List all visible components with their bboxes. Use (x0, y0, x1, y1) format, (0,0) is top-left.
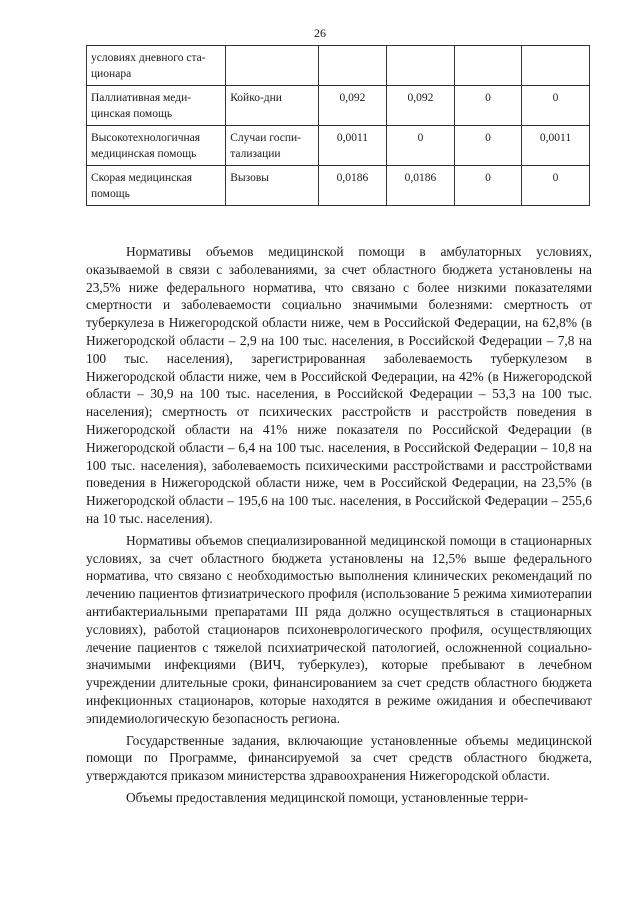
table-cell-value: 0,0011 (318, 126, 386, 166)
table-cell-value (386, 46, 454, 86)
table-cell-unit: Вызовы (226, 166, 319, 206)
table-cell-value: 0 (386, 126, 454, 166)
table-cell-unit (226, 46, 319, 86)
page-number: 26 (314, 26, 326, 40)
table-cell-name: Скорая медицинская помощь (87, 166, 226, 206)
table-cell-unit: Случаи госпи- тализации (226, 126, 319, 166)
table-cell-value: 0 (522, 86, 590, 126)
table-cell-value: 0,092 (318, 86, 386, 126)
table-body (87, 46, 590, 206)
table-cell-value: 0,0186 (318, 166, 386, 206)
medical-volume-table (86, 45, 590, 206)
table-cell-value (522, 46, 590, 86)
table-cell-value: 0,092 (386, 86, 454, 126)
table-row (87, 166, 590, 206)
table-cell-value (454, 46, 521, 86)
paragraph: Государственные задания, включающие установленные объемы медицинской помощи по Программе, финансируемой за счет средств областного бюджета, утверждаются приказом министерства здравоохранения Нижегородской области. (86, 732, 592, 784)
table-cell-unit: Койко-дни (226, 86, 319, 126)
table-cell-name: условиях дневного ста- ционара (87, 46, 226, 86)
table-row (87, 126, 590, 166)
table-cell-value (318, 46, 386, 86)
table-cell-value: 0 (522, 166, 590, 206)
table-cell-value: 0 (454, 166, 521, 206)
table-row (87, 86, 590, 126)
table-cell-value: 0,0186 (386, 166, 454, 206)
table-cell-name: Паллиативная меди- цинская помощь (87, 86, 226, 126)
table-cell-name: Высокотехнологичная медицинская помощь (87, 126, 226, 166)
body-text (86, 243, 592, 811)
table-cell-value: 0 (454, 86, 521, 126)
paragraph: Нормативы объемов медицинской помощи в амбулаторных условиях, оказываемой в связи с заболеваниями, за счет областного бюджета установлены на 23,5% ниже федерального норматива, что связано с более низкими показателями смертности и заболеваемости социально значимыми болезнями: смертность от туберкулеза в Нижегородской области ниже, чем в Российской Федерации, на 62,8% (в Нижегородской области – 2,9 на 100 тыс. населения, в Российской Федерации – 7,8 на 100 тыс. населения), зарегистрированная заболеваемость туберкулезом в Нижегородской области ниже, чем в Российской Федерации, на 42% (в Нижегородской области – 30,9 на 100 тыс. населения, в Российской Федерации – 53,3 на 100 тыс. населения); смертность от психических расстройств и расстройств поведения в Нижегородской области на 41% ниже показателя по Российской Федерации (в Нижегородской области – 6,4 на 100 тыс. населения, в Российской Федерации – 10,8 на 100 тыс. населения), заболеваемость психическими расстройствами и расстройствами поведения в Нижегородской области ниже, чем в Российской Федерации, на 23,5% (в Нижегородской области – 195,6 на 100 тыс. населения, в Российской Федерации – 255,6 на 10 тыс. населения). (86, 244, 592, 526)
table-cell-value: 0 (454, 126, 521, 166)
paragraph: Нормативы объемов специализированной медицинской помощи в стационарных условиях, за счет областного бюджета установлены на 12,5% выше федерального норматива, что связано с необходимостью выполнения клинических рекомендаций по лечению пациентов фтизиатрического профиля (использование 5 режима химиотерапии антибактериальными препаратами III ряда должно осуществляться в стационарных условиях), работой стационаров психоневрологического профиля, осуществляющих лечение пациентов с тяжелой психиатрической патологией, осложненной социально-значимыми инфекциями (ВИЧ, туберкулез), которые пребывают в лечебном учреждении длительные сроки, финансированием за счет средств областного бюджета инфекционных стационаров, которые находятся в режиме ожидания и обеспечивают эпидемиологическую безопасность региона. (86, 532, 592, 726)
table-row (87, 46, 590, 86)
paragraph: Объемы предоставления медицинской помощи, установленные терри- (126, 789, 529, 805)
table-cell-value: 0,0011 (522, 126, 590, 166)
